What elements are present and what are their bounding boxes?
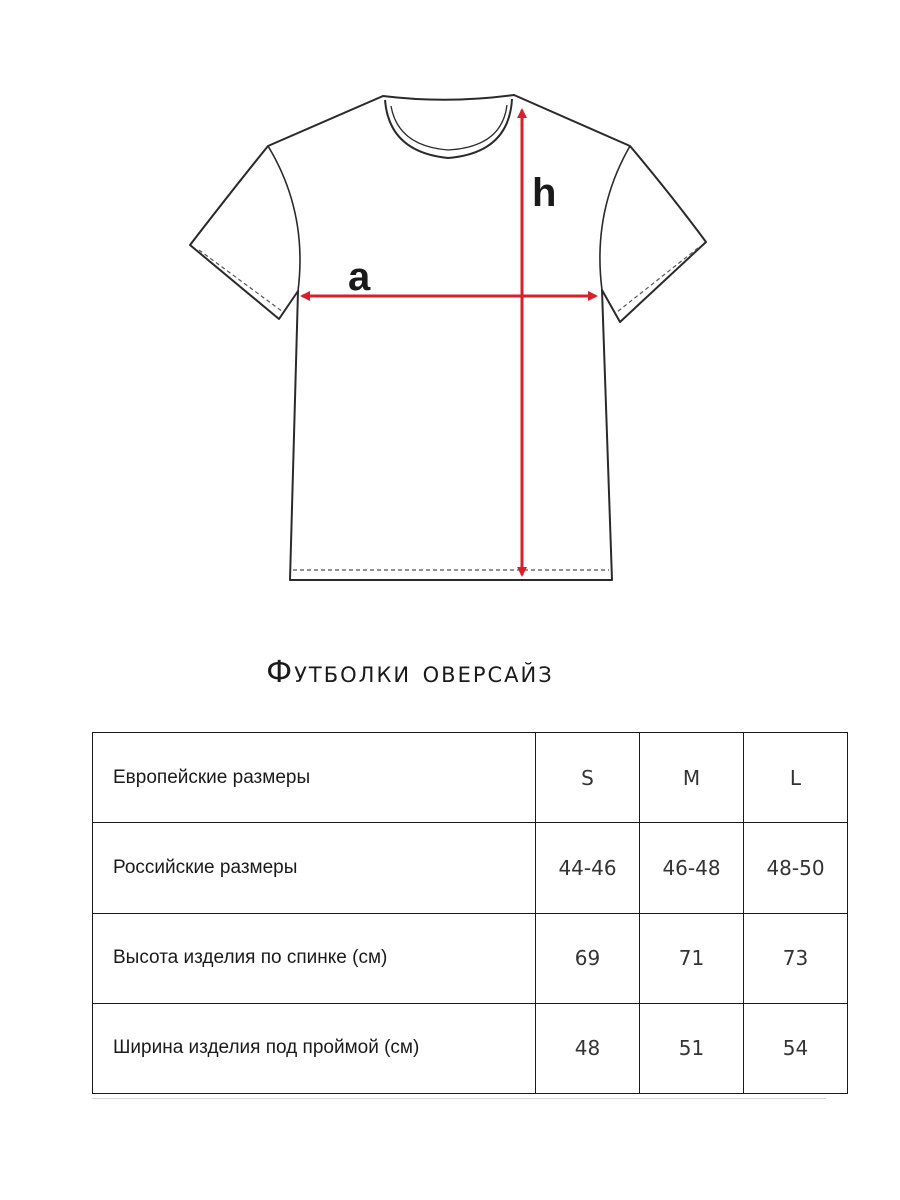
size-value: L <box>744 733 848 823</box>
width-label: a <box>348 255 371 299</box>
height-label: h <box>532 171 557 215</box>
row-label: Ширина изделия под проймой (см) <box>93 1003 536 1093</box>
page-title: Футболки оверсайз <box>266 655 554 690</box>
table-row <box>93 1003 848 1093</box>
size-value: 48-50 <box>744 823 848 913</box>
size-table <box>92 732 848 1094</box>
table-row <box>93 913 848 1003</box>
size-value: S <box>536 733 640 823</box>
divider <box>92 1098 826 1099</box>
size-value: 54 <box>744 1003 848 1093</box>
size-value: 44-46 <box>536 823 640 913</box>
tshirt-outline <box>190 95 706 580</box>
table-row <box>93 733 848 823</box>
table-row <box>93 823 848 913</box>
row-label: Высота изделия по спинке (см) <box>93 913 536 1003</box>
size-value: 51 <box>640 1003 744 1093</box>
size-value: 73 <box>744 913 848 1003</box>
size-value: M <box>640 733 744 823</box>
row-label: Российские размеры <box>93 823 536 913</box>
size-value: 46-48 <box>640 823 744 913</box>
size-value: 71 <box>640 913 744 1003</box>
row-label: Европейские размеры <box>93 733 536 823</box>
size-value: 48 <box>536 1003 640 1093</box>
size-value: 69 <box>536 913 640 1003</box>
